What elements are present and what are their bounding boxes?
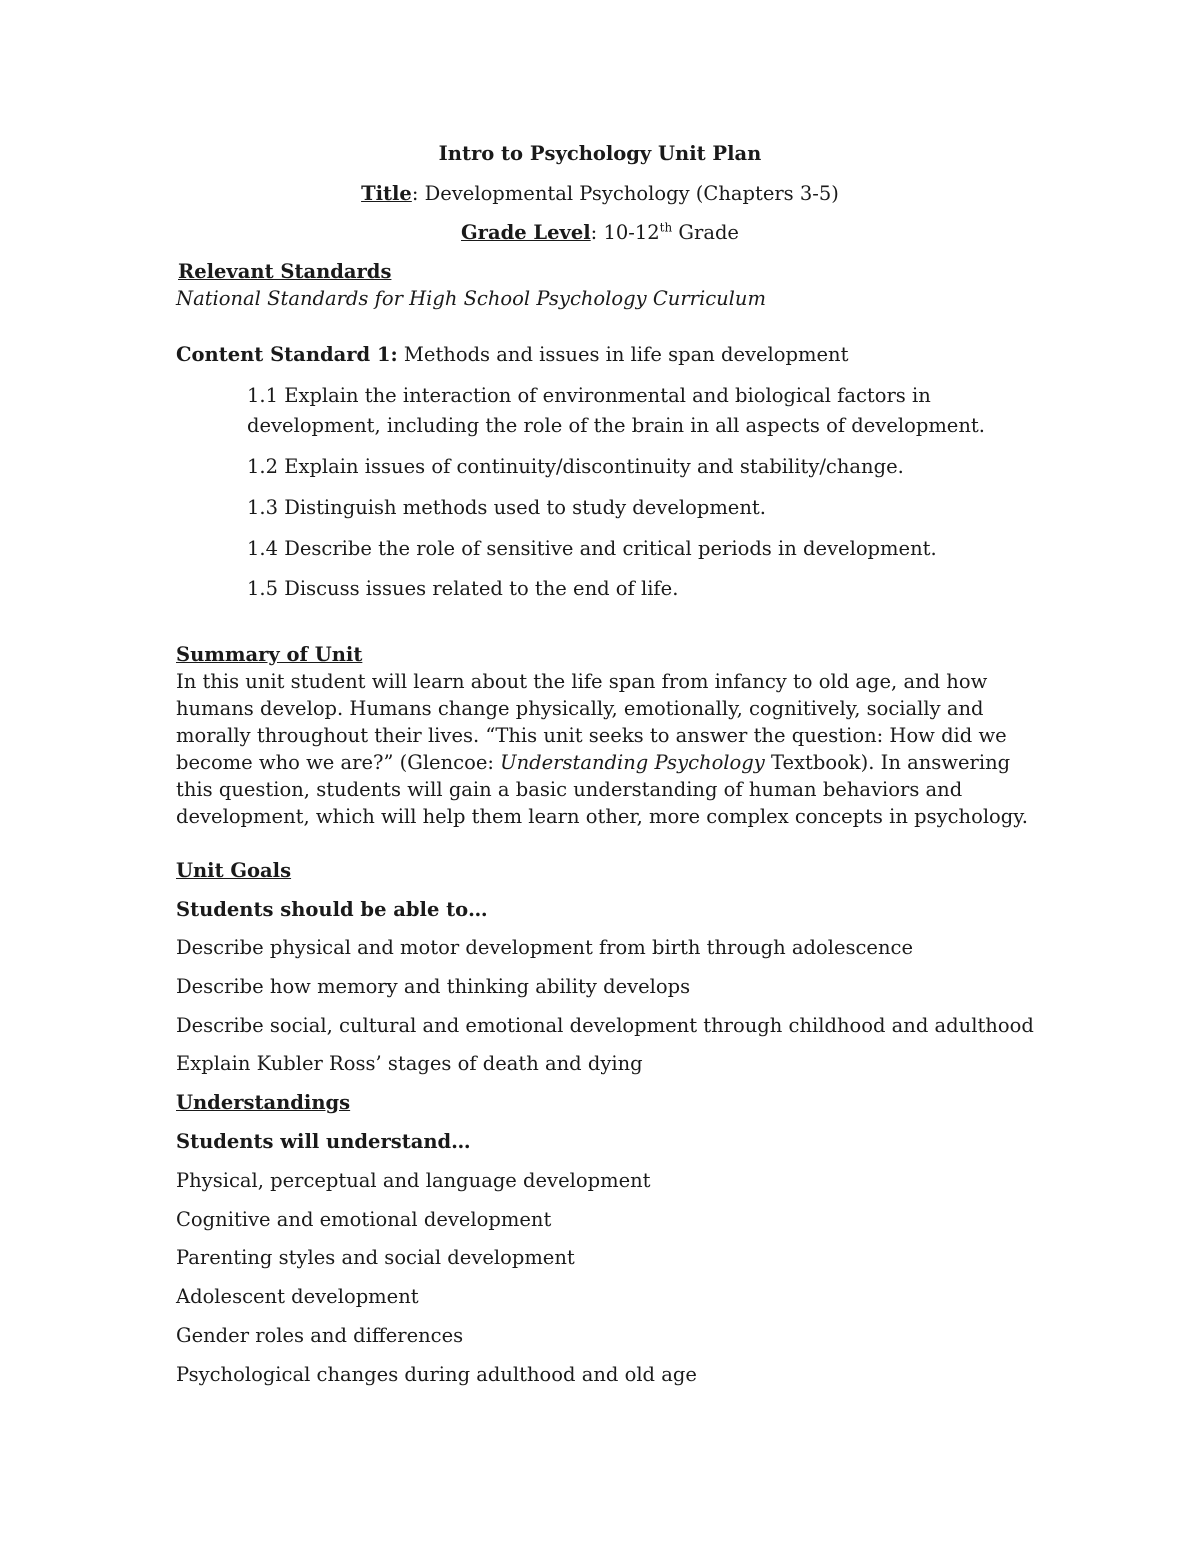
understanding-item: Adolescent development xyxy=(176,1285,419,1308)
standard-item: 1.4 Describe the role of sensitive and critical periods in development. xyxy=(247,537,937,560)
document-title: Intro to Psychology Unit Plan xyxy=(438,142,762,165)
summary-text-2: Textbook). In answering this question, students will gain a basic understanding of human behaviors and development, which will help them learn other, more complex concepts in psychology. xyxy=(176,751,1028,828)
goals-intro: Students should be able to… xyxy=(176,898,488,921)
grade-level-value: : 10-12 xyxy=(590,221,660,244)
standard-item: 1.2 Explain issues of continuity/discontinuity and stability/change. xyxy=(247,455,904,478)
standard-item: development, including the role of the brain in all aspects of development. xyxy=(247,414,985,437)
goals-heading: Unit Goals xyxy=(176,859,292,882)
unit-title-label: Title xyxy=(361,182,412,205)
grade-level-suffix: th xyxy=(659,220,673,235)
standard-item: 1.1 Explain the interaction of environmental and biological factors in xyxy=(247,384,931,407)
grade-level-label: Grade Level xyxy=(461,221,591,244)
summary-heading: Summary of Unit xyxy=(176,643,363,666)
content-standard xyxy=(176,343,848,366)
summary-book-title: Understanding Psychology xyxy=(500,751,765,774)
understanding-item: Psychological changes during adulthood and old age xyxy=(176,1363,697,1386)
understanding-item: Gender roles and differences xyxy=(176,1324,464,1347)
grade-level-line xyxy=(0,221,1200,244)
unit-title-line xyxy=(0,182,1200,205)
grade-level-grade: Grade xyxy=(672,221,739,244)
understandings-intro: Students will understand… xyxy=(176,1130,471,1153)
goal-item: Describe social, cultural and emotional development through childhood and adulthood xyxy=(176,1014,1034,1037)
unit-title-value: : Developmental Psychology (Chapters 3-5) xyxy=(411,182,839,205)
standard-item: 1.5 Discuss issues related to the end of life. xyxy=(247,577,679,600)
goal-item: Describe how memory and thinking ability develops xyxy=(176,975,691,998)
content-standard-label: Content Standard 1: xyxy=(176,343,398,366)
standards-heading: Relevant Standards xyxy=(178,260,392,283)
standard-item: 1.3 Distinguish methods used to study development. xyxy=(247,496,766,519)
understandings-heading: Understandings xyxy=(176,1091,351,1114)
understanding-item: Parenting styles and social development xyxy=(176,1246,575,1269)
goal-item: Explain Kubler Ross’ stages of death and dying xyxy=(176,1052,643,1075)
understanding-item: Cognitive and emotional development xyxy=(176,1208,552,1231)
content-standard-text: Methods and issues in life span development xyxy=(397,343,849,366)
understanding-item: Physical, perceptual and language development xyxy=(176,1169,651,1192)
goal-item: Describe physical and motor development from birth through adolescence xyxy=(176,936,913,959)
standards-source: National Standards for High School Psychology Curriculum xyxy=(176,287,766,310)
summary-text-1: In this unit student will learn about the life span from infancy to old age, and how humans develop. Humans change physically, emotionally, cognitively, socially and morally throughout their lives. “This unit seeks to answer the question: How did we become who we are?” (Glencoe: xyxy=(176,670,1007,774)
summary-paragraph xyxy=(176,668,1036,830)
